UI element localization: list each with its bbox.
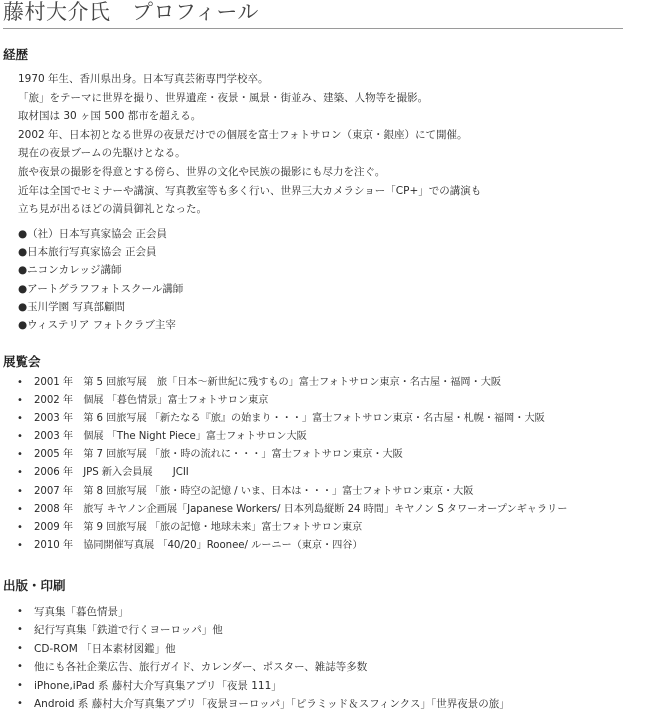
career-line: 旅や夜景の撮影を得意とする傍ら、世界の文化や民族の撮影にも尽力を注ぐ。 bbox=[18, 165, 386, 178]
bullet-icon: • bbox=[17, 521, 23, 533]
page-title: 藤村大介氏 プロフィール bbox=[3, 0, 623, 29]
bullet-icon: • bbox=[17, 485, 23, 497]
career-line: 2002 年、日本初となる世界の夜景だけでの個展を富士フォトサロン（東京・銀座）にて開催。 bbox=[18, 128, 468, 141]
bullet-icon: • bbox=[17, 503, 23, 515]
exhibition-item bbox=[0, 428, 645, 446]
publications-heading: 出版・印刷 bbox=[3, 578, 66, 593]
publication-text: CD-ROM 「日本素材図鑑」他 bbox=[34, 642, 176, 655]
publication-item bbox=[0, 658, 645, 676]
career-line: 1970 年生、香川県出身。日本写真芸術専門学校卒。 bbox=[18, 73, 269, 85]
exhibition-item bbox=[0, 483, 645, 501]
exhibition-item bbox=[0, 519, 645, 537]
publication-list bbox=[0, 603, 645, 713]
exhibition-item bbox=[0, 410, 645, 428]
exhibition-item bbox=[0, 374, 645, 392]
bullet-icon: • bbox=[17, 395, 23, 407]
exhibition-list bbox=[0, 374, 645, 555]
exhibitions-heading: 展覧会 bbox=[3, 354, 41, 369]
exhibition-text: 2006 年 JPS 新入会員展 JCII bbox=[34, 467, 189, 479]
exhibition-text: 2001 年 第 5 回旅写展 旅「日本〜新世紀に残すもの」富士フォトサロン東京・名古屋・福岡・大阪 bbox=[34, 377, 501, 388]
bullet-icon: • bbox=[17, 539, 23, 551]
bullet-icon: • bbox=[17, 431, 23, 443]
bullet-icon: • bbox=[17, 377, 23, 388]
career-paragraph bbox=[18, 70, 638, 219]
exhibition-text: 2008 年 旅写 キヤノン企画展「Japanese Workers/ 日本列島縦断 24 時間」キヤノン S タワーオープンギャラリー bbox=[34, 503, 568, 515]
exhibition-text: 2010 年 協同開催写真展 「40/20」Roonee/ ルーニー（東京・四谷） bbox=[34, 539, 363, 551]
publication-item bbox=[0, 621, 645, 639]
publication-text: 写真集「暮色情景」 bbox=[34, 606, 129, 618]
bullet-icon: • bbox=[17, 642, 23, 654]
membership-item: ●アートグラフフォトスクール講師 bbox=[18, 282, 184, 295]
career-line: 「旅」をテーマに世界を撮り、世界遺産・夜景・風景・街並み、建築、人物等を撮影。 bbox=[18, 91, 429, 104]
exhibition-text: 2002 年 個展 「暮色情景」富士フォトサロン東京 bbox=[34, 395, 269, 407]
publication-item bbox=[0, 603, 645, 621]
bullet-icon: • bbox=[17, 624, 23, 636]
publication-text: iPhone,iPad 系 藤村大介写真集アプリ「夜景 111」 bbox=[34, 679, 282, 692]
bullet-icon: • bbox=[17, 661, 23, 673]
exhibition-item bbox=[0, 392, 645, 410]
membership-item: ●（社）日本写真家協会 正会員 bbox=[18, 228, 167, 240]
membership-item: ●ウィステリア フォトクラブ主宰 bbox=[18, 319, 176, 332]
membership-item: ●玉川学園 写真部顧問 bbox=[18, 300, 125, 313]
membership-list bbox=[18, 225, 638, 334]
career-heading: 経歴 bbox=[3, 47, 29, 62]
bullet-icon: • bbox=[17, 413, 23, 425]
exhibition-item bbox=[0, 446, 645, 464]
exhibition-text: 2009 年 第 9 回旅写展 「旅の記憶・地球未来」富士フォトサロン東京 bbox=[34, 521, 363, 533]
exhibition-item bbox=[0, 537, 645, 555]
membership-item: ●日本旅行写真家協会 正会員 bbox=[18, 246, 157, 259]
publication-text: Android 系 藤村大介写真集アプリ「夜景ヨーロッパ」「ピラミッド＆スフィンクス」「世界夜景の旅」 bbox=[34, 698, 510, 711]
exhibition-item bbox=[0, 501, 645, 519]
publication-item bbox=[0, 640, 645, 658]
publication-item bbox=[0, 677, 645, 695]
exhibition-text: 2007 年 第 8 回旅写展 「旅・時空の記憶 / いま、日本は・・・」富士フォトサロン東京・大阪 bbox=[34, 485, 474, 497]
exhibition-text: 2003 年 個展 「The Night Piece」富士フォトサロン大阪 bbox=[34, 431, 307, 443]
publication-text: 他にも各社企業広告、旅行ガイド、カレンダー、ポスター、雑誌等多数 bbox=[34, 661, 368, 674]
bullet-icon: • bbox=[17, 679, 23, 691]
bullet-icon: • bbox=[17, 467, 23, 479]
career-line: 立ち見が出るほどの満員御礼となった。 bbox=[18, 203, 207, 216]
exhibition-item bbox=[0, 464, 645, 482]
career-line: 現在の夜景ブームの先駆けとなる。 bbox=[18, 147, 186, 160]
exhibition-text: 2005 年 第 7 回旅写展 「旅・時の流れに・・・」富士フォトサロン東京・大阪 bbox=[34, 449, 403, 461]
career-line: 取材国は 30 ヶ国 500 都市を超える。 bbox=[18, 110, 202, 123]
career-line: 近年は全国でセミナーや講演、写真教室等も多く行い、世界三大カメラショー「CP+」での講演も bbox=[18, 184, 482, 197]
bullet-icon: • bbox=[17, 606, 23, 617]
exhibition-text: 2003 年 第 6 回旅写展 「新たなる『旅』の始まり・・・」富士フォトサロン東京・名古屋・札幌・福岡・大阪 bbox=[34, 413, 545, 425]
publication-text: 紀行写真集「鉄道で行くヨーロッパ」他 bbox=[34, 624, 223, 637]
bullet-icon: • bbox=[17, 449, 23, 461]
bullet-icon: • bbox=[17, 698, 23, 710]
membership-item: ●ニコンカレッジ講師 bbox=[18, 264, 122, 277]
publication-item bbox=[0, 695, 645, 713]
